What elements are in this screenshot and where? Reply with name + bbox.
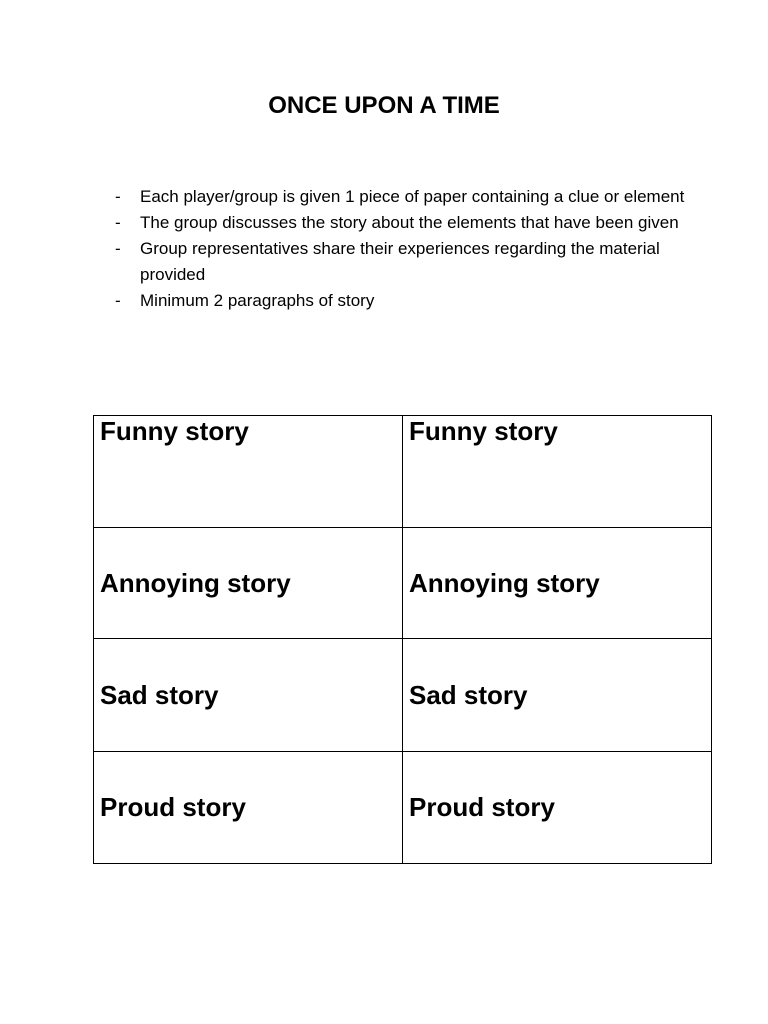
story-card-table [93, 415, 712, 864]
rule-item [112, 210, 692, 236]
table-row [94, 752, 712, 864]
rule-text: The group discusses the story about the elements that have been given [140, 213, 679, 232]
rule-item [112, 184, 692, 210]
list-dash: - [115, 187, 121, 206]
table-row [94, 639, 712, 752]
story-card-cell: Annoying story [94, 528, 403, 639]
rules-list [112, 184, 692, 314]
story-card-cell: Funny story [94, 416, 403, 528]
story-card-cell: Proud story [403, 752, 712, 864]
page-title: ONCE UPON A TIME [268, 92, 500, 119]
story-card-cell: Funny story [403, 416, 712, 528]
rule-item [112, 236, 692, 288]
rule-text: Each player/group is given 1 piece of paper containing a clue or element [140, 187, 685, 206]
list-dash: - [115, 239, 121, 258]
table-row [94, 528, 712, 639]
list-dash: - [115, 291, 121, 310]
story-card-cell: Proud story [94, 752, 403, 864]
rule-text: Minimum 2 paragraphs of story [140, 291, 375, 310]
rule-item [112, 288, 692, 314]
table-row [94, 416, 712, 528]
rule-text: Group representatives share their experiences regarding the material provided [140, 239, 660, 284]
list-dash: - [115, 213, 121, 232]
story-card-cell: Sad story [94, 639, 403, 752]
story-card-cell: Sad story [403, 639, 712, 752]
story-card-cell: Annoying story [403, 528, 712, 639]
